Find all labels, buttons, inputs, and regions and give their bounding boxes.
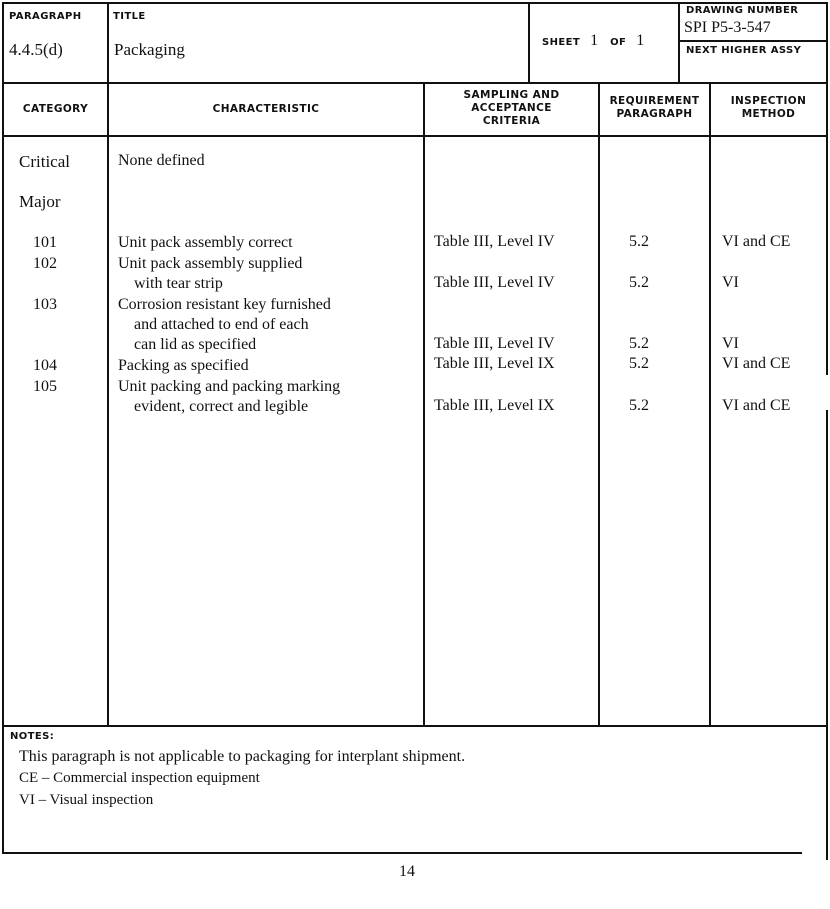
- row-characteristic: Corrosion resistant key furnished: [118, 296, 331, 313]
- row-requirement: 5.2: [629, 335, 649, 352]
- row-characteristic: with tear strip: [134, 275, 223, 292]
- row-sampling: Table III, Level IX: [434, 355, 555, 372]
- category-major: Major: [19, 192, 61, 211]
- col-sampling-line: ACCEPTANCE: [471, 102, 552, 114]
- note-line: This paragraph is not applicable to packaging for interplant shipment.: [19, 748, 466, 765]
- row-requirement: 5.2: [629, 397, 649, 414]
- row-number: 103: [33, 296, 57, 313]
- col-sampling-line: CRITERIA: [482, 115, 541, 127]
- row-sampling: Table III, Level IV: [434, 274, 555, 291]
- sheet-number: 1: [590, 32, 599, 49]
- row-number: 101: [33, 234, 57, 251]
- row-sampling: Table III, Level IV: [434, 233, 555, 250]
- paragraph-value: 4.4.5(d): [9, 40, 63, 59]
- col-sampling: [425, 89, 598, 128]
- category-critical: Critical: [19, 152, 70, 171]
- row-characteristic: Unit packing and packing marking: [118, 378, 341, 395]
- col-characteristic: CHARACTERISTIC: [212, 103, 320, 115]
- drawing-number-label: DRAWING NUMBER: [686, 5, 799, 16]
- row-method: VI and CE: [722, 397, 791, 414]
- note-line: CE – Commercial inspection equipment: [19, 770, 260, 786]
- col-inspection: [711, 95, 826, 121]
- row-number: 104: [33, 357, 57, 374]
- of-label: OF: [610, 37, 627, 48]
- col-inspection-line: INSPECTION: [730, 95, 807, 107]
- sheet-total: 1: [636, 32, 645, 49]
- next-higher-assy-label: NEXT HIGHER ASSY: [686, 45, 802, 56]
- row-number: 102: [33, 255, 57, 272]
- row-requirement: 5.2: [629, 355, 649, 372]
- row-characteristic: can lid as specified: [134, 336, 257, 353]
- row-sampling: Table III, Level IV: [434, 335, 555, 352]
- sheet-label: SHEET: [542, 37, 581, 48]
- notes-label: NOTES:: [10, 731, 55, 742]
- row-characteristic: and attached to end of each: [134, 316, 309, 333]
- row-requirement: 5.2: [629, 233, 649, 250]
- critical-text: None defined: [118, 152, 205, 169]
- row-method: VI and CE: [722, 355, 791, 372]
- col-requirement: [600, 95, 709, 121]
- row-requirement: 5.2: [629, 274, 649, 291]
- row-method: VI and CE: [722, 233, 791, 250]
- page-number: 14: [399, 863, 415, 880]
- title-value: Packaging: [114, 40, 185, 59]
- drawing-number-value: SPI P5-3-547: [684, 19, 771, 36]
- row-characteristic: Unit pack assembly supplied: [118, 255, 303, 272]
- row-method: VI: [722, 335, 739, 352]
- col-sampling-line: SAMPLING AND: [463, 89, 560, 101]
- row-method: VI: [722, 274, 739, 291]
- col-requirement-line: REQUIREMENT: [609, 95, 700, 107]
- col-category: CATEGORY: [22, 103, 89, 115]
- col-requirement-line: PARAGRAPH: [616, 108, 693, 120]
- row-characteristic: Packing as specified: [118, 357, 249, 374]
- row-sampling: Table III, Level IX: [434, 397, 555, 414]
- col-inspection-line: METHOD: [741, 108, 796, 120]
- row-characteristic: evident, correct and legible: [134, 398, 309, 415]
- sheet-indicator: [542, 32, 644, 50]
- row-number: 105: [33, 378, 57, 395]
- row-characteristic: Unit pack assembly correct: [118, 234, 293, 251]
- title-label: TITLE: [113, 11, 146, 22]
- paragraph-label: PARAGRAPH: [9, 11, 82, 22]
- note-line: VI – Visual inspection: [19, 792, 154, 808]
